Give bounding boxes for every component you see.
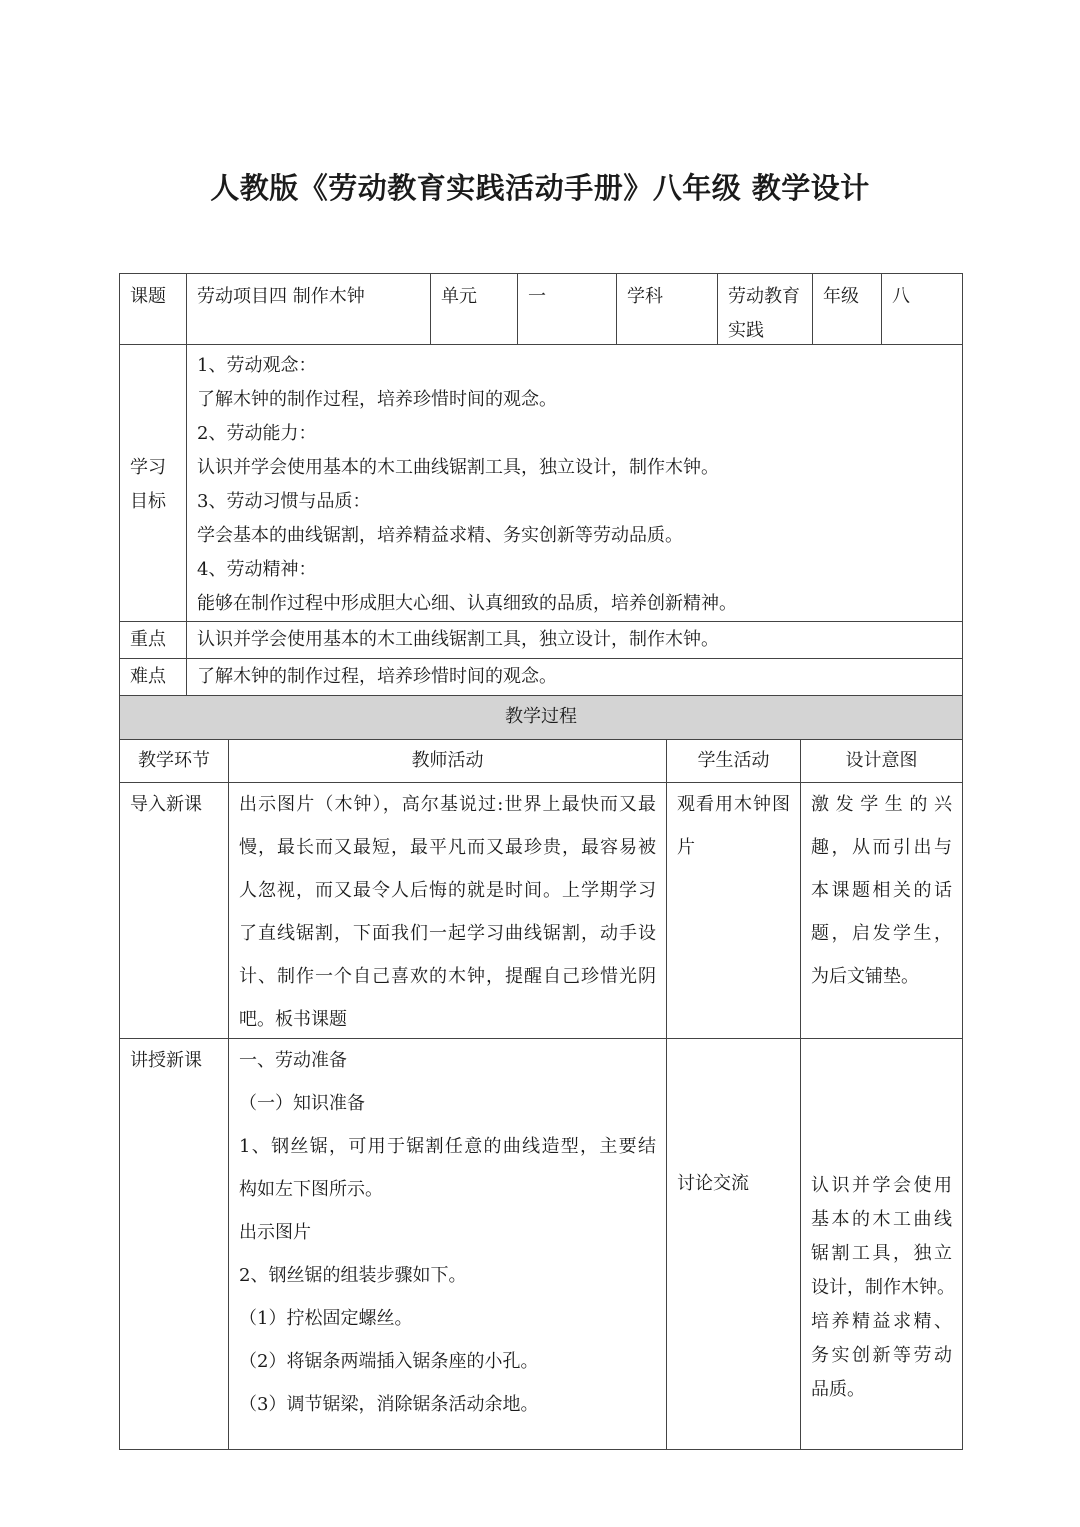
- column-header: 教师活动: [228, 739, 666, 782]
- teacher-line: （1）拧松固定螺丝。: [239, 1308, 413, 1329]
- subject-value-line: 实践: [728, 320, 764, 341]
- goals-label: [119, 344, 186, 621]
- intent-line: 设计，制作木钟。: [811, 1277, 955, 1298]
- student-cell: 讨论交流: [666, 1038, 800, 1450]
- teacher-line: 出示图片（木钟），高尔基说过:世界上最快而又最: [239, 794, 656, 815]
- key-point-label: 重点: [119, 621, 186, 658]
- teacher-line: （3）调节锯梁，消除锯条活动余地。: [239, 1394, 539, 1415]
- teacher-line: 构如左下图所示。: [239, 1179, 383, 1200]
- intent-line: 题，启发学生，: [811, 923, 952, 944]
- column-header: 学生活动: [666, 739, 800, 782]
- teacher-cell: [228, 782, 666, 1038]
- intent-line: 趣，从而引出与: [811, 837, 952, 858]
- intent-line: 基本的木工曲线: [811, 1209, 952, 1230]
- goal-line: 3、劳动习惯与品质：: [197, 491, 371, 512]
- goal-line: 1、劳动观念：: [197, 355, 317, 376]
- intent-cell: [800, 1038, 963, 1450]
- teacher-line: 1、钢丝锯，可用于锯割任意的曲线造型，主要结: [239, 1136, 656, 1157]
- goal-line: 学会基本的曲线锯割，培养精益求精、务实创新等劳动品质。: [197, 525, 683, 546]
- intent-line: 锯割工具，独立: [811, 1243, 952, 1264]
- goal-line: 认识并学会使用基本的木工曲线锯割工具，独立设计，制作木钟。: [197, 457, 719, 478]
- intent-line: 品质。: [811, 1379, 865, 1400]
- difficulty-value: 了解木钟的制作过程，培养珍惜时间的观念。: [186, 658, 963, 695]
- goals-label-line: 目标: [130, 491, 166, 512]
- teacher-line: 慢，最长而又最短，最平凡而又最珍贵，最容易被: [239, 837, 656, 858]
- goal-line: 2、劳动能力：: [197, 423, 317, 444]
- intent-line: 务实创新等劳动: [811, 1345, 952, 1366]
- grade-label: 年级: [812, 273, 881, 344]
- intent-line: 激发学生的兴: [811, 794, 952, 815]
- teacher-line: （一）知识准备: [239, 1093, 365, 1114]
- stage-cell: 讲授新课: [119, 1038, 228, 1450]
- teacher-line: 2、钢丝锯的组装步骤如下。: [239, 1265, 467, 1286]
- goals-label-line: 学习: [130, 457, 166, 478]
- teacher-line: 一、劳动准备: [239, 1050, 347, 1071]
- difficulty-label: 难点: [119, 658, 186, 695]
- subject-value-line: 劳动教育: [728, 286, 800, 307]
- key-point-value: 认识并学会使用基本的木工曲线锯割工具，独立设计，制作木钟。: [186, 621, 963, 658]
- intent-line: 培养精益求精、: [811, 1311, 952, 1332]
- student-line: 观看用木钟图: [677, 794, 790, 815]
- intent-line: 为后文铺垫。: [811, 966, 919, 987]
- subject-label: 学科: [616, 273, 717, 344]
- teacher-line: 计、制作一个自己喜欢的木钟，提醒自己珍惜光阴: [239, 966, 656, 987]
- topic-value: 劳动项目四 制作木钟: [186, 273, 430, 344]
- topic-label: 课题: [119, 273, 186, 344]
- teacher-line: 人忽视，而又最令人后悔的就是时间。上学期学习: [239, 880, 656, 901]
- goal-line: 了解木钟的制作过程，培养珍惜时间的观念。: [197, 389, 557, 410]
- teacher-line: 出示图片: [239, 1222, 311, 1243]
- column-header: 教学环节: [119, 739, 228, 782]
- teacher-line: 了直线锯割，下面我们一起学习曲线锯割，动手设: [239, 923, 656, 944]
- stage-cell: 导入新课: [119, 782, 228, 1038]
- teacher-cell: [228, 1038, 666, 1450]
- goals-content: [186, 344, 963, 621]
- goal-line: 能够在制作过程中形成胆大心细、认真细致的品质，培养创新精神。: [197, 593, 737, 614]
- intent-line: 认识并学会使用: [811, 1175, 952, 1196]
- page-title: 人教版《劳动教育实践活动手册》八年级 教学设计: [210, 171, 870, 205]
- grade-value: 八: [881, 273, 963, 344]
- process-header: 教学过程: [119, 695, 963, 739]
- intent-line: 本课题相关的话: [811, 880, 952, 901]
- intent-cell: [800, 782, 963, 1038]
- goal-line: 4、劳动精神：: [197, 559, 317, 580]
- unit-value: 一: [517, 273, 616, 344]
- unit-label: 单元: [430, 273, 517, 344]
- subject-value: [717, 273, 812, 344]
- teacher-line: （2）将锯条两端插入锯条座的小孔。: [239, 1351, 539, 1372]
- column-header: 设计意图: [800, 739, 963, 782]
- teacher-line: 吧。板书课题: [239, 1009, 347, 1030]
- student-cell: [666, 782, 800, 1038]
- student-line: 片: [677, 837, 695, 858]
